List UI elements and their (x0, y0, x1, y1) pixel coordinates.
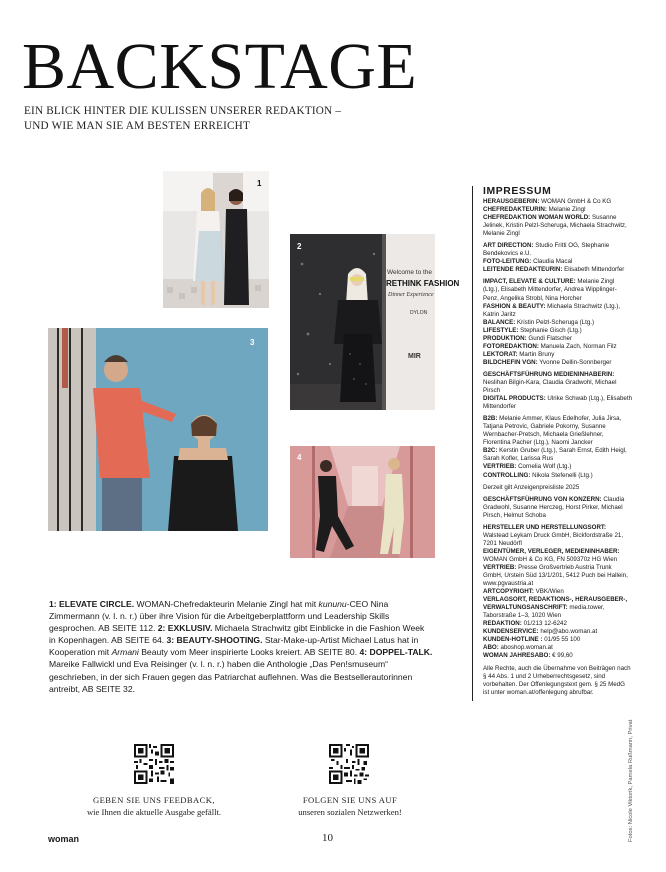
sign-line-5: MIR (408, 353, 421, 360)
impressum-key: GESCHÄFTSFÜHRUNG MEDIENINHABERIN: (483, 370, 615, 378)
impressum-key: LEITENDE REDAKTEURIN: (483, 266, 563, 274)
impressum-value: Claudia Gradwohl, Susanne Herczeg, Horst Pirker, Michael Pirsch, Helmut Schoba (483, 495, 625, 519)
impressum-key: HERSTELLER UND HERSTELLUNGSORT: (483, 523, 607, 531)
photo-elevate-circle-image (163, 171, 269, 308)
impressum-value: Walstead Leykam Druck GmbH, Bickfordstraße 21, 7201 Neudörfl (483, 531, 624, 547)
impressum-block (483, 415, 632, 479)
caption-3-label: 3: BEAUTY-SHOOTING. (166, 635, 263, 646)
impressum-value: Presse Großvertrieb Austria Trunk GmbH, Urstein Süd 13/1/201, 5412 Puch bei Hallein, www.pgvaustria.at (483, 563, 628, 588)
caption-1-italic: kununu (318, 599, 347, 609)
photo-doppel-talk-image (290, 446, 435, 558)
qr-social-line-2: unseren sozialen Netzwerken! (298, 807, 402, 817)
impressum-value: WOMAN GmbH & Co KG, FN 509370z HG Wien (483, 555, 618, 563)
impressum-key: BILDCHEFIN VGN: (483, 358, 538, 366)
caption-2-text: Michaela Strachwitz gibt Einblicke in die Fashion Week in Kopenhagen. AB SEITE 64. (49, 623, 425, 646)
photo-credits (626, 719, 636, 842)
caption-1-text-a: WOMAN-Chefredakteurin Melanie Zingl hat mit (134, 599, 319, 609)
impressum-key: FOTOREDAKTION: (483, 342, 539, 350)
photo-number-2: 2 (297, 242, 302, 251)
sign-line-4: DYLON (410, 310, 428, 316)
page-number: 10 (322, 832, 333, 844)
impressum-value: Derzeit gilt Anzeigenpreisliste 2025 (483, 483, 580, 491)
impressum-block (483, 242, 632, 274)
impressum-value: 01/95 55 100 (542, 636, 581, 644)
impressum-key: BALANCE: (483, 318, 516, 326)
caption-1-text-b: -CEO Nina Zimmermann (v. l. n. r.) über ihre Vision für die Arbeitgeberplattform und Leadership Skills gesprochen. AB SEITE 112. (49, 599, 390, 634)
impressum-key: DIGITAL PRODUCTS: (483, 395, 546, 403)
impressum-key: PRODUKTION: (483, 334, 527, 342)
qr-feedback-line-1: GEBEN SIE UNS FEEDBACK, (93, 795, 215, 805)
page-title: BACKSTAGE (22, 30, 418, 103)
impressum-key: REDAKTION: (483, 620, 522, 628)
photo-credits-text: Fotos: Nicole Viktorik, Pamela Rußmann, Privat (628, 719, 634, 842)
qr-feedback-label (74, 794, 234, 818)
impressum-key: GESCHÄFTSFÜHRUNG VGN KONZERN: (483, 495, 602, 503)
impressum-key: FASHION & BEAUTY: (483, 302, 546, 310)
photo-exklusiv (290, 234, 460, 410)
impressum-key: ART DIRECTION: (483, 242, 534, 250)
impressum-key: KUNDENSERVICE: (483, 628, 539, 636)
subtitle-line-1: EIN BLICK HINTER DIE KULISSEN UNSERER REDAKTION – (24, 105, 342, 117)
qr-feedback-code[interactable] (134, 744, 174, 789)
impressum-block (483, 371, 632, 411)
impressum-key: CHEFREDAKTION WOMAN WORLD: (483, 214, 591, 222)
impressum-column (472, 186, 632, 701)
impressum-value: media.tower, Taborstraße 1–3, 1020 Wien (483, 604, 605, 620)
impressum-value: Ulrike Schwab (Ltg.), Elisabeth Mittendorfer (483, 395, 633, 411)
impressum-key: VERTRIEB: (483, 563, 517, 571)
photo-doppel-talk (290, 446, 435, 558)
impressum-value: Neslihan Bilgin-Kara, Claudia Gradwohl, Michael Pirsch (483, 378, 617, 395)
impressum-value: Kerstin Gruber (Ltg.), Sarah Ernst, Edith Heigl, Sarah Kofler, Larissa Rus (483, 447, 627, 463)
sign-line-2: RETHINK FASHION (386, 279, 460, 288)
qr-code-icon (329, 744, 369, 784)
impressum-value: 01/213 12-6242 (521, 620, 567, 628)
impressum-key: EIGENTÜMER, VERLEGER, MEDIENINHABER: (483, 547, 620, 555)
qr-social-code[interactable] (329, 744, 369, 789)
impressum-key: VERTRIEB: (483, 463, 517, 471)
impressum-key: VERLAGSORT, REDAKTIONS-, HERAUSGEBER-, VERWALTUNGSANSCHRIFT: (483, 596, 628, 612)
photo-captions (49, 598, 433, 695)
impressum-value: Susanne Jelinek, Kristin Pelzl-Scheruga, Michaela Strachwitz, Melanie Zingl (483, 214, 627, 238)
photo-elevate-circle (163, 171, 269, 308)
caption-1-label: 1: ELEVATE CIRCLE. (49, 599, 135, 609)
impressum-value: € 99,60 (550, 652, 573, 660)
impressum-value: Manuela Zach, Norman Filz (538, 342, 617, 350)
caption-3-text-a: Star-Make-up-Artist Michael Latus hat in Kooperation mit (49, 635, 419, 658)
impressum-block (483, 278, 632, 367)
sign-line-1: Welcome to the (387, 269, 433, 276)
impressum-block (483, 484, 632, 492)
impressum-key: LIFESTYLE: (483, 326, 519, 334)
photo-number-4: 4 (297, 453, 302, 462)
impressum-value: aboshop.woman.at (498, 644, 553, 652)
impressum-value: Cornelia Wolf (Ltg.) (516, 463, 572, 471)
caption-3-italic: Armani (111, 647, 139, 658)
impressum-key: CONTROLLING: (483, 471, 531, 479)
photo-exklusiv-image (290, 234, 460, 410)
impressum-value: Kristin Pelzl-Scheruga (Ltg.) (515, 318, 595, 326)
qr-code-icon (134, 744, 174, 784)
photo-beauty-shooting-image (48, 328, 268, 531)
impressum-key: KUNDEN-HOTLINE : (483, 636, 543, 644)
impressum-value: Gundi Flatscher (526, 334, 573, 342)
impressum-value: help@abo.woman.at (538, 628, 598, 636)
qr-feedback-line-2: wie Ihnen die aktuelle Ausgabe gefällt. (86, 807, 222, 817)
impressum-value: Melanie Ammer, Klaus Edelhofer, Julia Jirsa, Tatjana Petrovic, Gabriele Pokorny, Susanne Wernbacher-Pretsch, Michaela Grießlehner, Florentina Pacher (Ltg.), Naomi Jancker (483, 415, 622, 447)
photo-beauty-shooting (48, 328, 268, 531)
caption-3-text-b: Beauty vom Meer inspirierte Looks kreiert. AB SEITE 80. (138, 647, 360, 658)
impressum-value: Studio Fritti OG, Stephanie Bendekovics e.U. (483, 242, 610, 258)
page-subtitle (24, 104, 341, 134)
impressum-value: Stephanie Gisch (Ltg.) (518, 326, 582, 334)
impressum-key: IMPACT, ELEVATE & CULTURE: (483, 278, 576, 286)
impressum-key: ABO: (483, 644, 499, 652)
impressum-value: VBK/Wien (533, 588, 564, 596)
impressum-block (483, 665, 632, 697)
impressum-block (483, 198, 632, 238)
impressum-value: Melanie Zingl (Ltg.), Elisabeth Mittendorfer, Andrea Wipplinger-Penz, Angelika Strobl, Nina Horcher (483, 278, 617, 302)
impressum-value: WOMAN GmbH & Co KG (539, 198, 612, 205)
impressum-value: Elisabeth Mittendorfer (562, 266, 625, 274)
impressum-key: CHEFREDAKTEURIN: (483, 206, 547, 214)
impressum-title: IMPRESSUM (483, 186, 552, 197)
impressum-key: ARTCOPYRIGHT: (483, 588, 534, 596)
impressum-key: FOTO-LEITUNG: (483, 258, 532, 266)
qr-social-line-1: FOLGEN SIE UNS AUF (302, 795, 398, 805)
caption-4-text: Mareike Fallwickl und Eva Reisinger (v. l. n. r.) haben die Anthologie „Das Pen!smuseum“ geschrieben, in der sich Frauen gegen das Patriarchat auflehnen. Was die Bestsellerautorinnen antreibt, AB SEITE 32. (49, 659, 413, 694)
impressum-block (483, 524, 632, 661)
photo-number-1: 1 (257, 179, 262, 188)
impressum-value: Michaela Strachwitz (Ltg.), Katrin Jaritz (483, 302, 621, 318)
photo-number-3: 3 (250, 338, 255, 347)
impressum-key: LEKTORAT: (483, 350, 518, 358)
impressum-value: Martin Bruny (517, 350, 555, 358)
caption-2-label: 2: EXKLUSIV. (157, 623, 213, 634)
impressum-key: WOMAN JAHRESABO: (483, 652, 551, 660)
magazine-logo: woman (48, 834, 80, 844)
qr-social-label (270, 794, 430, 818)
impressum-value: Yvonne Dellin-Sonnberger (537, 358, 612, 366)
impressum-key: HERAUSGEBERIN: (483, 198, 540, 205)
impressum-key: B2C: (483, 447, 498, 455)
impressum-value: Melanie Zingl (546, 206, 586, 214)
sign-line-3: Dinner Experience (388, 292, 434, 298)
caption-4-label: 4: DOPPEL-TALK. (359, 647, 433, 658)
impressum-value: Alle Rechte, auch die Übernahme von Beiträgen nach § 44 Abs. 1 und 2 Urheberrechtsgesetz, sind vorbehalten. Der Offenlegungstext gem. § 25 MedG ist unter woman.at/offenlegung abrufbar. (483, 664, 631, 696)
impressum-value: Claudia Macal (531, 258, 573, 266)
impressum-body (483, 198, 632, 697)
subtitle-line-2: UND WIE MAN SIE AM BESTEN ERREICHT (24, 120, 250, 132)
impressum-block (483, 496, 632, 520)
impressum-key: B2B: (483, 415, 498, 423)
impressum-value: Nikola Stefenelli (Ltg.) (530, 471, 593, 479)
